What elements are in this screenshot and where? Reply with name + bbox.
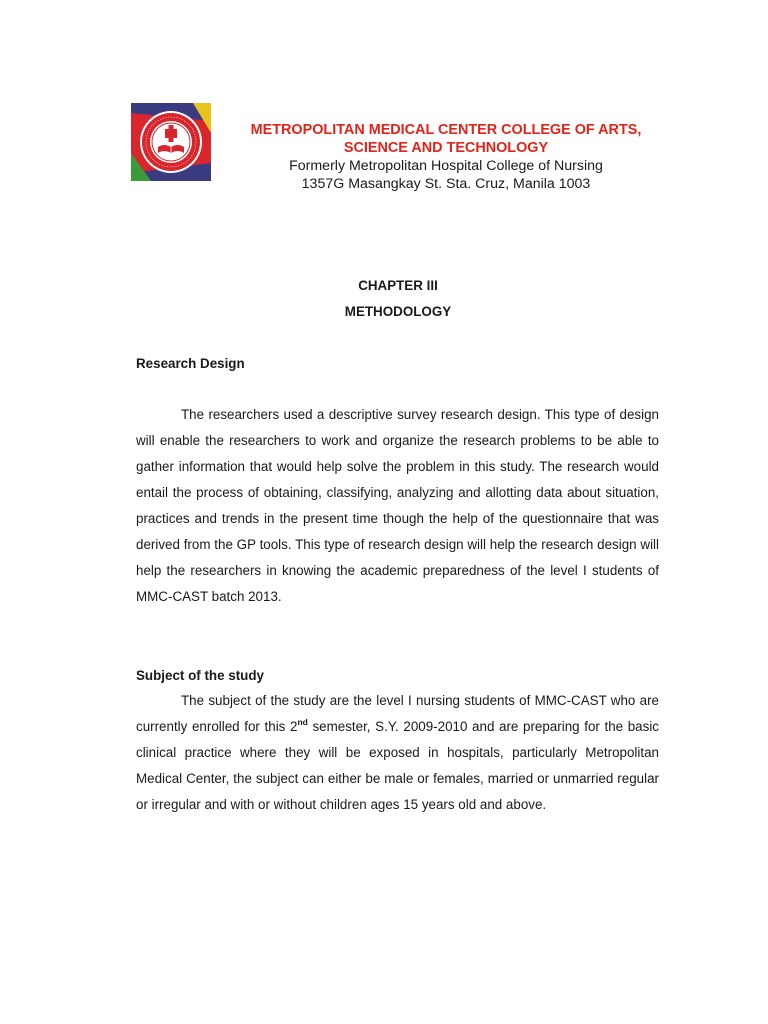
research-design-text: The researchers used a descriptive survey research design. This type of design will enable the researchers to work and organize the research problems to be able to gather information that would help solve the problem in this study. The research would entail the process of obtaining, classifying, analyzing and allotting data about situation, practices and trends in the present time though the help of the questionnaire that was derived from the GP tools. This type of research design will help the research design will help the researchers in knowing the academic preparedness of the level I students of MMC-CAST batch 2013. (136, 407, 659, 604)
subject-paragraph (136, 688, 659, 818)
subject-text-part2: semester, S.Y. 2009-2010 and are preparing for the basic clinical practice where they will be exposed in hospitals, particularly Metropolitan Medical Center, the subject can either be male or females, married or unmarried regular or irregular and with or without children ages 15 years old and above. (136, 719, 659, 812)
college-address: 1357G Masangkay St. Sta. Cruz, Manila 1003 (301, 176, 591, 192)
research-design-heading: Research Design (136, 356, 245, 371)
subject-heading: Subject of the study (136, 668, 264, 683)
letterhead (216, 121, 676, 193)
subject-text-part1: The subject of the study are the level I nursing students of MMC-CAST who are currently enrolled for this 2 (136, 693, 659, 734)
college-name-line2: SCIENCE AND TECHNOLOGY (343, 140, 549, 156)
college-seal-logo (131, 103, 211, 181)
former-name: Formerly Metropolitan Hospital College of Nursing (289, 158, 603, 174)
chapter-title: METHODOLOGY (344, 304, 452, 319)
ordinal-superscript: nd (297, 717, 308, 727)
chapter-number: CHAPTER III (358, 278, 438, 293)
college-name-line1: METROPOLITAN MEDICAL CENTER COLLEGE OF ARTS, (250, 122, 642, 138)
research-design-paragraph (136, 402, 659, 610)
